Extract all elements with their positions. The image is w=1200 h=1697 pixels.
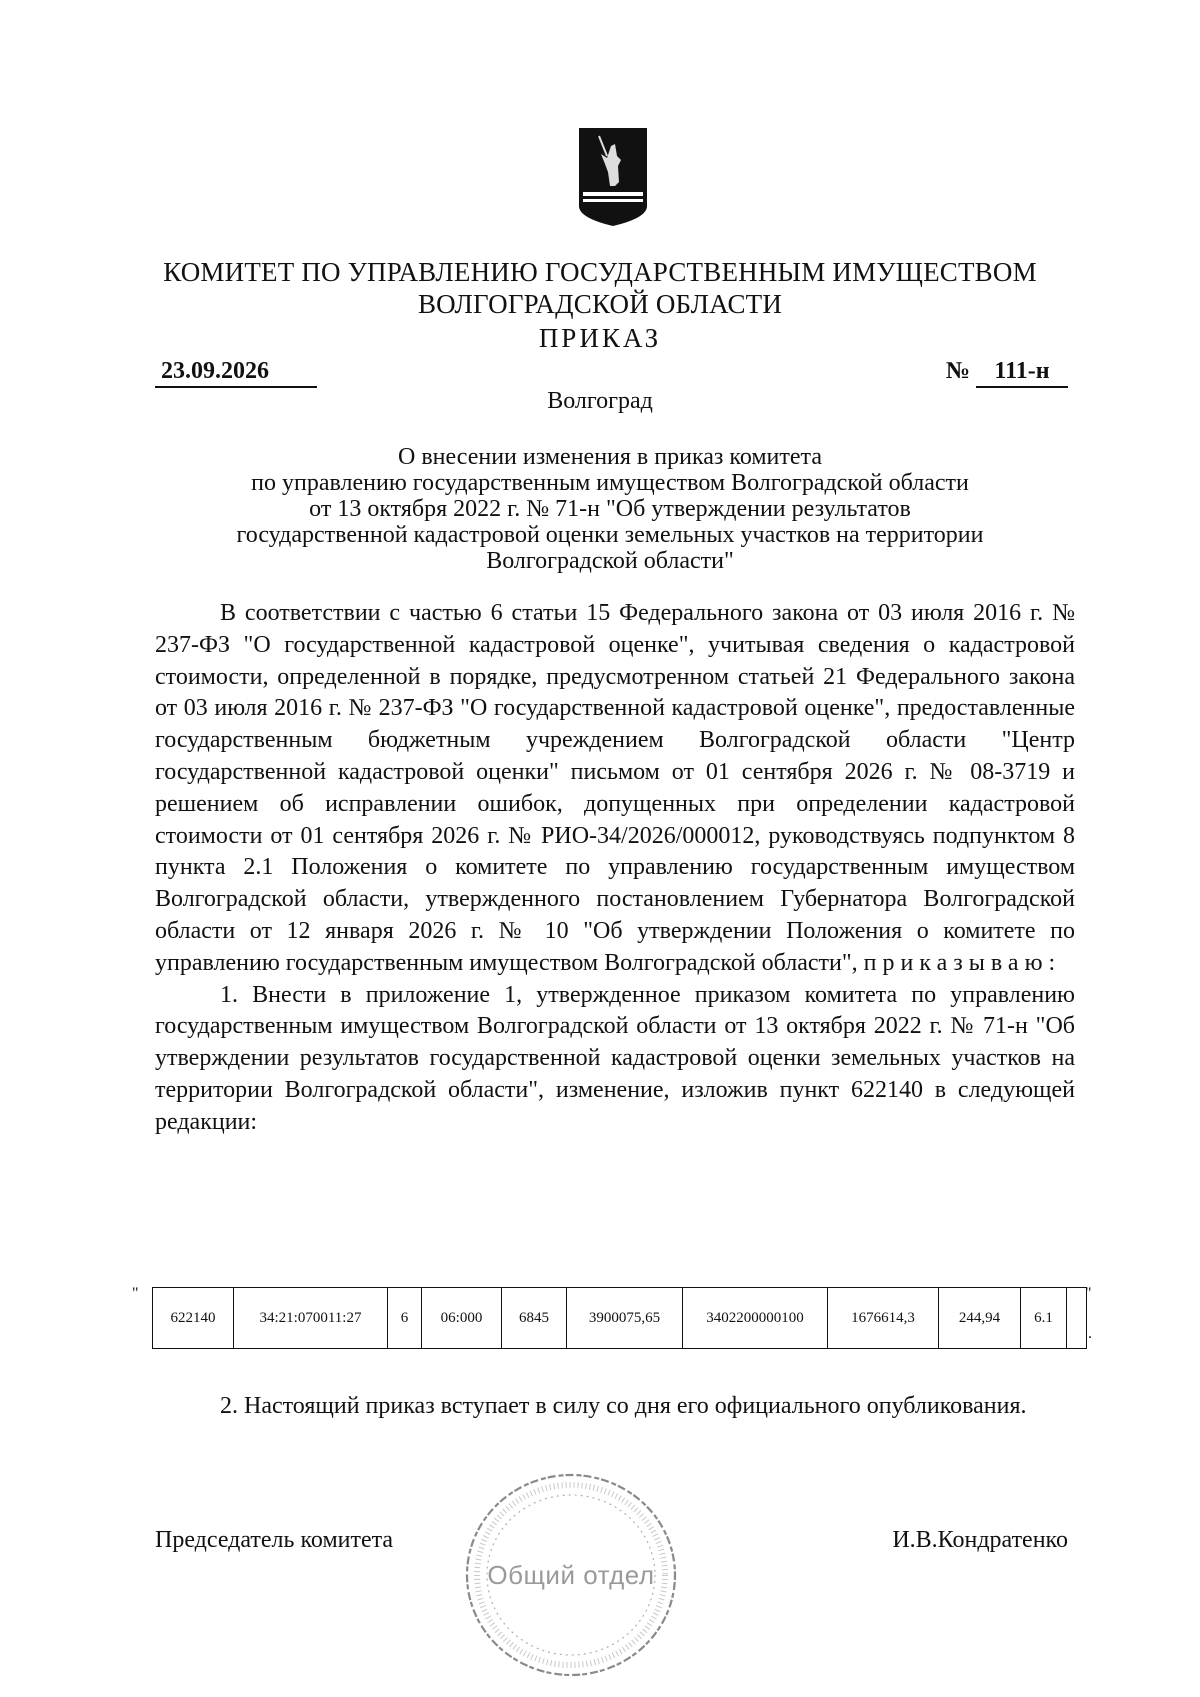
order-subject [150, 444, 1070, 574]
table-cell: 6 [388, 1288, 422, 1349]
order-word: приказываю: [863, 949, 1062, 976]
clause-1: 1. Внести в приложение 1, утвержденное приказом комитета по управлению государственным имуществом Волгоградской области от 13 октября 2022 г. № 71-н "Об утверждении результатов государственной кадастровой оценки земельных участков на территории Волгоградской области", изменение, изложив пункт 622140 в следующей редакции: [155, 981, 1075, 1135]
order-date-value: 23.09.2026 [155, 356, 317, 388]
stamp-text: Общий отдел [487, 1560, 655, 1590]
organization-name [120, 256, 1080, 320]
organization-line-1: КОМИТЕТ ПО УПРАВЛЕНИЮ ГОСУДАРСТВЕННЫМ ИМУЩЕСТВОМ [163, 257, 1037, 287]
order-date [155, 356, 317, 388]
order-number-value: 111-н [976, 356, 1068, 388]
preamble-text: В соответствии с частью 6 статьи 15 Федерального закона от 03 июля 2016 г. № 237-ФЗ "О государственной кадастровой оценке", учитывая сведения о кадастровой стоимости, определенной в порядке, предусмотренном статьей 21 Федерального закона от 03 июля 2016 г. № 237-ФЗ "О государственной кадастровой оценке", предоставленные государственным бюджетным учреждением Волгоградской области "Центр государственной кадастровой оценки" письмом от 01 сентября 2026 г. № 08-3719 и решением об исправлении ошибок, допущенных при определении кадастровой стоимости от 01 сентября 2026 г. № РИО-34/2026/000012, руководствуясь подпунктом 8 пункта 2.1 Положения о комитете по управлению государственным имуществом Волгоградской области, утвержденного постановлением Губернатора Волгоградской области от 12 января 2026 г. № 10 "Об утверждении Положения о комитете по управлению государственным имуществом Волгоградской области", [155, 600, 1075, 976]
table-close-quote: " [1085, 1285, 1092, 1302]
subject-line: Волгоградской области" [486, 548, 734, 574]
table-open-quote: " [132, 1285, 139, 1302]
table-end-mark: . [1088, 1325, 1092, 1342]
table-cell: 06:000 [422, 1288, 502, 1349]
table-cell: 3900075,65 [567, 1288, 683, 1349]
clause-2-block [155, 1390, 1075, 1422]
table-cell: 622140 [153, 1288, 234, 1349]
subject-line: О внесении изменения в приказ комитета [398, 444, 822, 470]
subject-line: по управлению государственным имуществом Волгоградской области [251, 470, 969, 496]
table-cell: 244,94 [939, 1288, 1021, 1349]
preamble-paragraph [155, 598, 1075, 980]
signatory-name: И.В.Кондратенко [892, 1527, 1068, 1553]
order-body [155, 598, 1075, 1139]
table-cell: 6.1 [1021, 1288, 1067, 1349]
table-cell: 6845 [502, 1288, 567, 1349]
clause-2: 2. Настоящий приказ вступает в силу со дня его официального опубликования. [220, 1393, 1027, 1419]
table-cell: 3402200000100 [683, 1288, 828, 1349]
coat-of-arms-icon [577, 126, 649, 228]
city: Волгоград [547, 388, 653, 414]
document-type: ПРИКАЗ [538, 323, 662, 353]
signatory-position: Председатель комитета [155, 1527, 394, 1553]
order-number [946, 356, 1068, 388]
table-row [153, 1288, 1087, 1349]
table-cell: 1676614,3 [828, 1288, 939, 1349]
table-cell: 34:21:070011:27 [234, 1288, 388, 1349]
organization-line-2: ВОЛГОГРАДСКОЙ ОБЛАСТИ [417, 289, 783, 319]
cadastral-table [152, 1287, 1087, 1349]
table-cell [1067, 1288, 1087, 1349]
subject-line: государственной кадастровой оценки земельных участков на территории [236, 522, 984, 548]
order-number-prefix: № [945, 358, 970, 384]
subject-line: от 13 октября 2022 г. № 71-н "Об утверждении результатов [309, 496, 911, 522]
